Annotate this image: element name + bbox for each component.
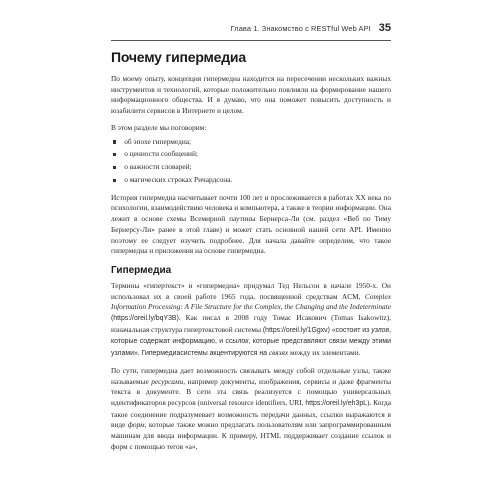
intro-paragraph: По моему опыту, концепция гипермедиа находится на пересечении нескольких важных инструментов и технологий, которые положительно повлияли на формирование нашего информационного общества. И я думаю, что она поможет повысить доступность и юзабилити сервисов в Интернете и целом. [111,74,391,116]
text-run: , например документы, изображения, сервисы и даже фрагменты текста в документе. В сети эта связь реализуется с помощью универсальных идентификаторов ресурсов (universal resource identifiers, URI, [111,376,391,407]
emphasis: узлов [371,326,390,334]
hypermedia-paragraph-1 [111,281,391,360]
page-content [111,49,391,458]
running-header [111,22,391,34]
hypermedia-paragraph-2 [111,366,391,453]
list-item [111,161,391,174]
text-run: «состоит из [329,326,372,334]
text-run: По сути, гипермедиа дает возможность связывать между собой отдельные узлы, также называемые [111,365,391,386]
emphasis: ресурсами [151,376,184,386]
text-run: . Как писал в 2008 году Томас Исакович (Tomas Isakowitz), изначальная структура гипертекстовой системы [111,313,391,334]
subsection-title: Гипермедиа [111,264,172,276]
header-rule [111,40,391,41]
chapter-title: Глава 1. Знакомство с RESTful Web API [230,23,371,33]
list-intro: В этом разделе мы поговорим: [111,122,207,132]
text-run: Термины «гипертекст» и «гипермедиа» придумал Тед Нельсон в начале 1950-х. Он использовал их в своей работе 1965 года, посвященной средствам ACM, [111,280,391,301]
history-paragraph: История гипермедиа насчитывает почти 100 лет и прослеживается в работах XX века по психологии, взаимодействию человека и компьютера, а также в теории информации. Она лежит в основе схемы Всемирной паутины Бернерса-Ли (см. раздел «Веб по Тиму Бернерсу-Ли» ранее в этой главе) и может стать основной нашей сети API. Именно поэтому ее следует изучить подробнее. Для начала давайте определим, что такое гипермедиа и приложения на основе гипермедиа. [111,192,391,256]
text-run: , которые представляют связи между этими узлами». Гипермедиасистемы акцентируются на [111,338,391,358]
text-run: , которые также можно предлагать пользователям или запрограммированным машинам для ввода информации. К примеру, HTML поддерживает создание ссылок и форм с помощью тегов «a», [111,420,391,451]
emphasis: форм [127,420,145,430]
isakowitz-link[interactable]: (https://oreil.ly/1Ggxv) [262,326,330,334]
page-number: 35 [378,22,391,34]
emphasis: ссылок [225,338,249,346]
list-item-text: об эпохе гипермедиа; [124,136,192,146]
topics-list [111,136,391,187]
bullet-icon [113,166,116,169]
text-run: ). Когда такое соединение подразумевает возможность передачи данных, ссылки выражаются в виде [111,397,392,430]
book-link[interactable]: (https://oreil.ly/bqY3B) [111,315,179,323]
section-title: Почему гипермедиа [111,49,246,65]
book-title: Complex Information Processing: A File Structure for the Complex, the Changing and the Indeterminate [111,291,391,312]
list-item [111,174,391,187]
list-item-text: о важности словарей; [124,162,192,172]
text-run: между их элементами. [288,348,361,358]
list-item-text: о магических строках Ричардсона. [124,174,233,184]
list-item [111,136,391,149]
text-run: , которые содержат информацию, и [111,326,391,346]
bullet-icon [113,140,116,143]
list-item-text: о ценности сообщений; [124,149,198,159]
bullet-icon [113,179,116,182]
bullet-icon [113,153,116,156]
emphasis: связях [268,348,289,358]
uri-link[interactable]: https://oreil.ly/eh3pL [305,399,368,407]
list-item [111,148,391,161]
